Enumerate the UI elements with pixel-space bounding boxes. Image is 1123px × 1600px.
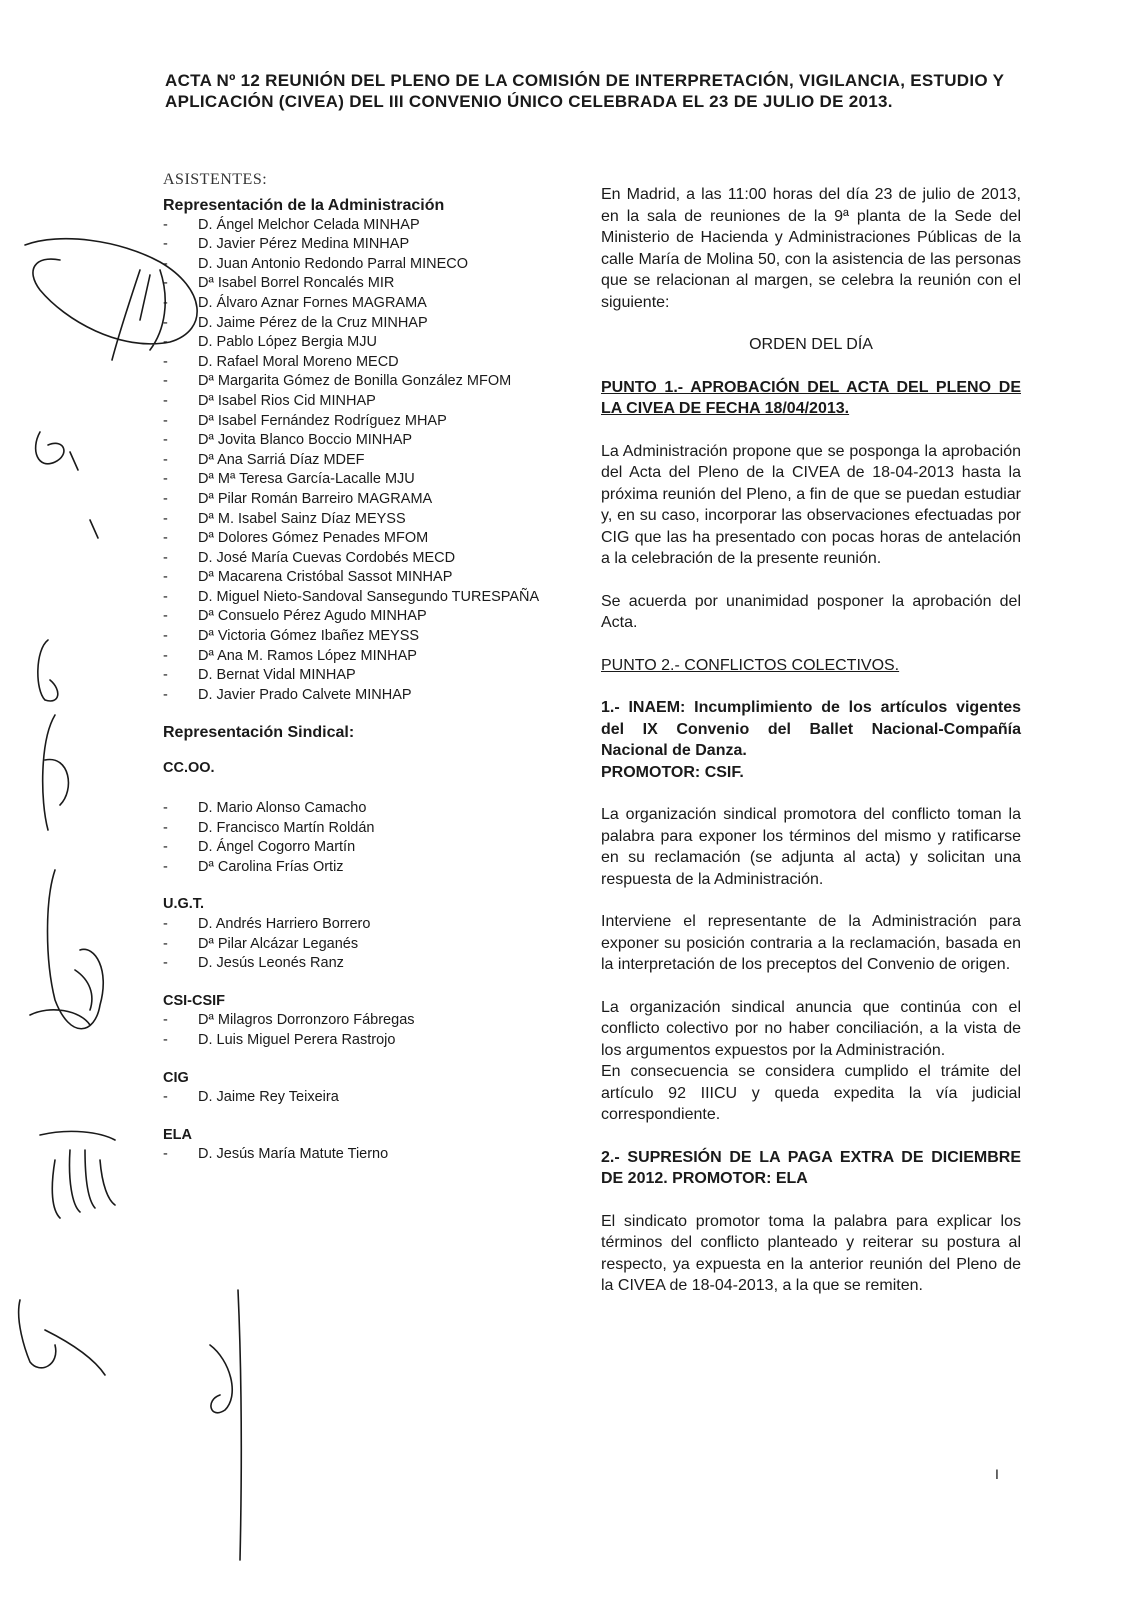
attendees-label: ASISTENTES: [163,171,268,188]
conflict2-paragraph-1: El sindicato promotor toma la palabra para explicar los términos del conflicto planteado y reiterar su postura al respecto, ya expuesta en la anterior reunión del Pleno de la CIVEA de 18-04-2013, a la que se remiten. [601,1212,1021,1294]
list-item: - Dª M. Isabel Sainz Díaz MEYSS [163,510,593,530]
list-item: - D. Javier Pérez Medina MINHAP [163,235,593,255]
group-csif: CSI-CSIF [163,992,226,1009]
cig-list [163,1088,593,1108]
conflict1-paragraph-2: Interviene el representante de la Administración para exponer su posición contraria a la reclamación, basada en la interpretación de los preceptos del Convenio de origen. [601,913,1021,973]
list-item: - Dª Victoria Gómez Ibañez MEYSS [163,627,593,647]
list-item: - D. Mario Alonso Camacho [163,799,593,819]
list-item: - Dª Milagros Dorronzoro Fábregas [163,1011,593,1031]
list-item: - Dª Dolores Gómez Penades MFOM [163,529,593,549]
list-item: - Dª Isabel Fernández Rodríguez MHAP [163,412,593,432]
conflict1-paragraph-3: La organización sindical anuncia que continúa con el conflicto colectivo por no haber conciliación, a la vista de los argumentos expuestos por la Administración. [601,998,1021,1059]
list-item: - D. Juan Antonio Redondo Parral MINECO [163,255,593,275]
group-ccoo: CC.OO. [163,760,215,777]
intro-paragraph: En Madrid, a las 11:00 horas del día 23 de julio de 2013, en la sala de reuniones de la 9ª planta de la Sede del Ministerio de Hacienda y Administraciones Públicas de la calle María de Molina 50, con la asistencia de las personas que se relacionan al margen, se celebra la reunión con el siguiente: [601,186,1021,311]
list-item: - D. Jaime Rey Teixeira [163,1088,593,1108]
punto1-paragraph-2: Se acuerda por unanimidad posponer la aprobación del Acta. [601,592,1021,631]
list-item: - Dª Carolina Frías Ortiz [163,858,593,878]
list-item: - D. Jaime Pérez de la Cruz MINHAP [163,314,593,334]
signature-6 [40,1131,115,1218]
list-item: - D. Álvaro Aznar Fornes MAGRAMA [163,294,593,314]
group-ela: ELA [163,1126,192,1143]
list-item: - D. Luis Miguel Perera Rastrojo [163,1031,593,1051]
list-item: - D. Francisco Martín Roldán [163,819,593,839]
list-item: - D. Jesús Leonés Ranz [163,954,593,974]
list-item: - Dª Macarena Cristóbal Sassot MINHAP [163,568,593,588]
ccoo-list [163,799,593,877]
punto1-paragraph-1: La Administración propone que se posponga la aprobación del Acta del Pleno de la CIVEA de 18-04-2013 hasta la próxima reunión del Pleno, a fin de que se puedan estudiar y, en su caso, incorporar las observaciones efectuadas por CIG que las ha presentado con pocas horas de antelación a la celebración de la presente reunión. [601,442,1021,567]
list-item: - D. Rafael Moral Moreno MECD [163,353,593,373]
list-item: - D. Miguel Nieto-Sandoval Sansegundo TURESPAÑA [163,588,593,608]
list-item: - D. Bernat Vidal MINHAP [163,666,593,686]
minutes-body [601,184,1021,1297]
list-item: - D. Pablo López Bergia MJU [163,333,593,353]
list-item: - Dª Margarita Gómez de Bonilla González MFOM [163,372,593,392]
list-item: - Dª Consuelo Pérez Agudo MINHAP [163,607,593,627]
list-item: - Dª Ana M. Ramos López MINHAP [163,647,593,667]
list-item: - D. Javier Prado Calvete MINHAP [163,686,593,706]
list-item: - Dª Pilar Alcázar Leganés [163,935,593,955]
ugt-list [163,915,593,974]
conflict2-title: 2.- SUPRESIÓN DE LA PAGA EXTRA DE DICIEMBRE DE 2012. PROMOTOR: ELA [601,1148,1021,1187]
list-item: - Dª Isabel Borrel Roncalés MIR [163,274,593,294]
agenda-heading: ORDEN DEL DÍA [749,336,873,353]
admin-heading: Representación de la Administración [163,196,445,214]
group-cig: CIG [163,1069,189,1086]
list-item: - D. Ángel Cogorro Martín [163,838,593,858]
list-item: - Dª Mª Teresa García-Lacalle MJU [163,470,593,490]
conflict1-paragraph-1: La organización sindical promotora del conflicto toman la palabra para exponer los términos del mismo y ratificarse en su reclamación (se adjunta al acta) y solicitan una respuesta de la Administración. [601,806,1021,888]
csif-list [163,1011,593,1050]
attendees-column [163,170,593,1165]
list-item: - D. Ángel Melchor Celada MINHAP [163,216,593,236]
signature-5 [30,870,103,1029]
document-title: ACTA Nº 12 REUNIÓN DEL PLENO DE LA COMISIÓN DE INTERPRETACIÓN, VIGILANCIA, ESTUDIO Y APLICACIÓN (CIVEA) DEL III CONVENIO ÚNICO CELEBRADA EL 23 DE JULIO DE 2013. [165,71,1004,111]
signature-7 [19,1290,242,1560]
signature-2 [36,432,78,470]
group-ugt: U.G.T. [163,896,205,913]
list-item: - D. Andrés Harriero Borrero [163,915,593,935]
list-item: - Dª Jovita Blanco Boccio MINHAP [163,431,593,451]
signature-3 [90,520,98,538]
admin-list [163,216,593,706]
signature-4 [38,640,69,830]
punto1-title: PUNTO 1.- APROBACIÓN DEL ACTA DEL PLENO DE LA CIVEA DE FECHA 18/04/2013. [601,378,1021,417]
punto2-title: PUNTO 2.- CONFLICTOS COLECTIVOS. [601,656,900,674]
ela-list [163,1145,593,1165]
conflict1-title: 1.- INAEM: Incumplimiento de los artículos vigentes del IX Convenio del Ballet Nacional-Compañía Nacional de Danza. [601,699,1021,759]
page-number: I [995,1466,999,1482]
list-item: - Dª Ana Sarriá Díaz MDEF [163,451,593,471]
list-item: - Dª Isabel Rios Cid MINHAP [163,392,593,412]
conflict1-paragraph-4: En consecuencia se considera cumplido el trámite del artículo 92 IIICU y queda expedita la vía judicial correspondiente. [601,1063,1021,1123]
list-item: - D. Jesús María Matute Tierno [163,1145,593,1165]
list-item: - Dª Pilar Román Barreiro MAGRAMA [163,490,593,510]
conflict1-promotor: PROMOTOR: CSIF. [601,763,744,781]
list-item: - D. José María Cuevas Cordobés MECD [163,549,593,569]
sindical-heading: Representación Sindical: [163,724,355,742]
